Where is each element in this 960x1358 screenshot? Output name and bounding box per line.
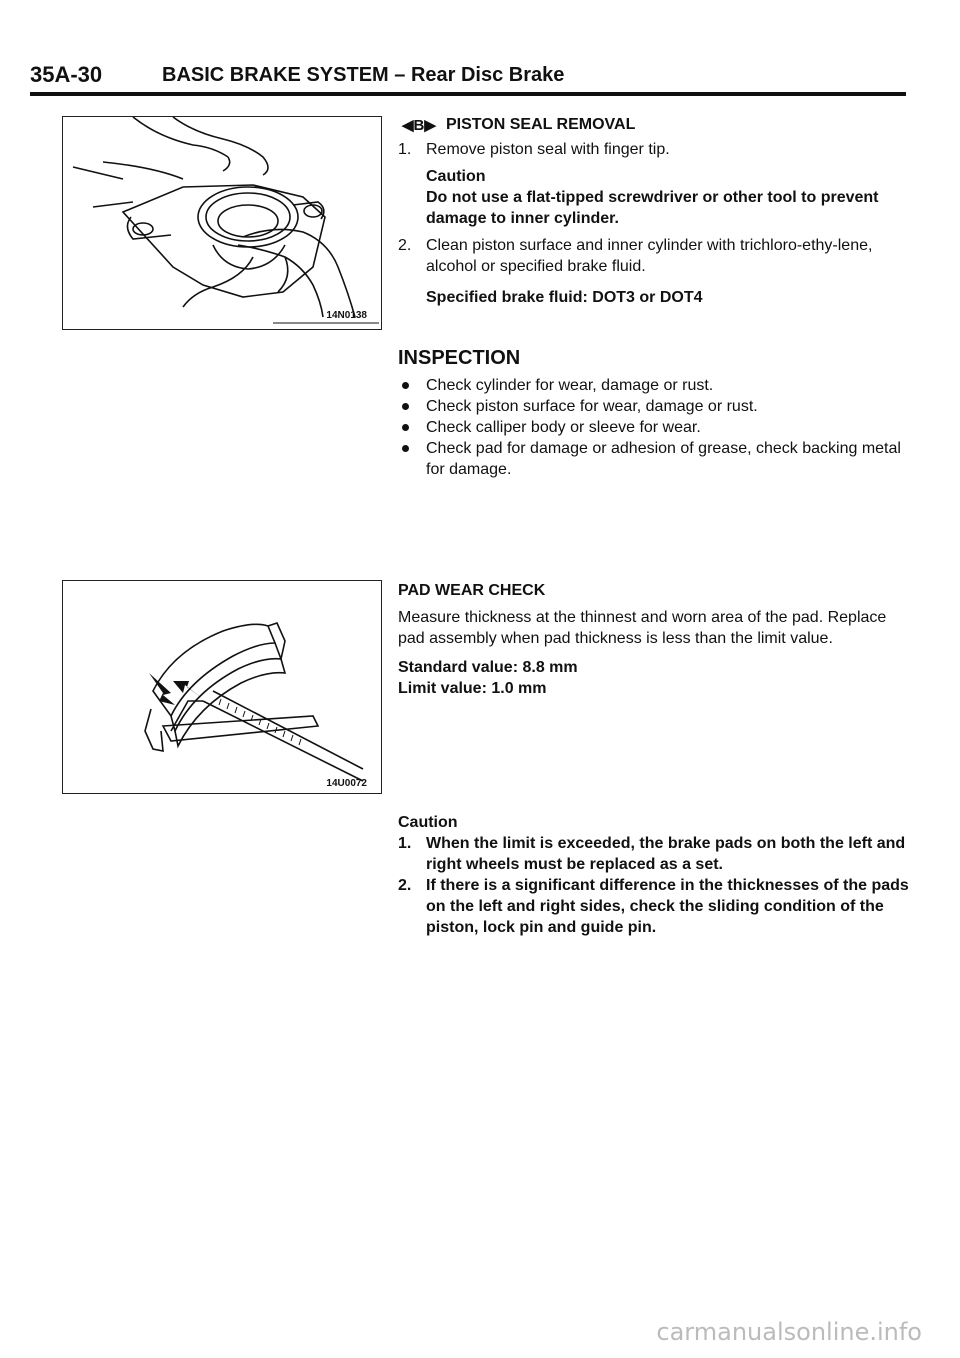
page-header	[30, 62, 910, 92]
standard-value: Standard value: 8.8 mm	[398, 659, 578, 676]
inspection-item: Check pad for damage or adhesion of grease, check backing metal for damage.	[398, 438, 910, 480]
caution2-label: Caution	[398, 814, 458, 831]
inspection-item: Check calliper body or sleeve for wear.	[398, 417, 910, 438]
left-arrow-icon: ◀	[402, 117, 414, 134]
figure-code-2: 14U0072	[326, 778, 367, 789]
section-inspection	[398, 348, 910, 480]
caution2-item: 2. If there is a significant difference in the thicknesses of the pads on the left and right sides, check the sliding condition of the piston, lock pin and guide pin.	[398, 877, 909, 936]
step-2: 2. Clean piston surface and inner cylinder with trichloro-ethy-lene, alcohol or specified brake fluid.	[398, 237, 873, 275]
inspection-item: Check piston surface for wear, damage or rust.	[398, 396, 910, 417]
section-caution	[398, 812, 910, 938]
caution-label: Caution	[426, 168, 486, 185]
caution2-item: 1. When the limit is exceeded, the brake pads on both the left and right wheels must be replaced as a set.	[398, 835, 906, 873]
brake-fluid-spec: Specified brake fluid: DOT3 or DOT4	[426, 289, 703, 306]
limit-value: Limit value: 1.0 mm	[398, 680, 547, 697]
section-separator: –	[394, 64, 406, 86]
subsection-name: Rear Disc Brake	[410, 64, 565, 86]
header-rule	[30, 92, 906, 96]
section-title	[162, 64, 564, 87]
inspection-item: Check cylinder for wear, damage or rust.	[398, 375, 910, 396]
pad-wear-illustration	[63, 581, 381, 793]
ref-marker: ◀B▶	[402, 117, 436, 134]
piston-seal-heading: ◀B▶ PISTON SEAL REMOVAL	[402, 116, 636, 134]
piston-seal-illustration	[63, 117, 381, 329]
right-arrow-icon: ▶	[424, 117, 436, 134]
figure-pad-wear	[62, 580, 382, 794]
figure-piston-seal	[62, 116, 382, 330]
step-1: 1. Remove piston seal with finger tip.	[398, 141, 670, 158]
inspection-heading: INSPECTION	[398, 347, 521, 369]
figure-code-1: 14N0138	[326, 310, 367, 321]
pad-wear-heading: PAD WEAR CHECK	[398, 582, 546, 599]
section-name: BASIC BRAKE SYSTEM	[162, 64, 389, 86]
section-pad-wear	[398, 580, 910, 699]
pad-wear-text: Measure thickness at the thinnest and worn area of the pad. Replace pad assembly when pad thickness is less than the limit value.	[398, 609, 887, 647]
caution-text: Do not use a flat-tipped screwdriver or other tool to prevent damage to inner cylinder.	[426, 189, 879, 227]
page-number: 35A-30	[30, 62, 103, 87]
watermark: carmanualsonline.info	[656, 1318, 922, 1346]
section-piston-seal	[398, 114, 910, 308]
